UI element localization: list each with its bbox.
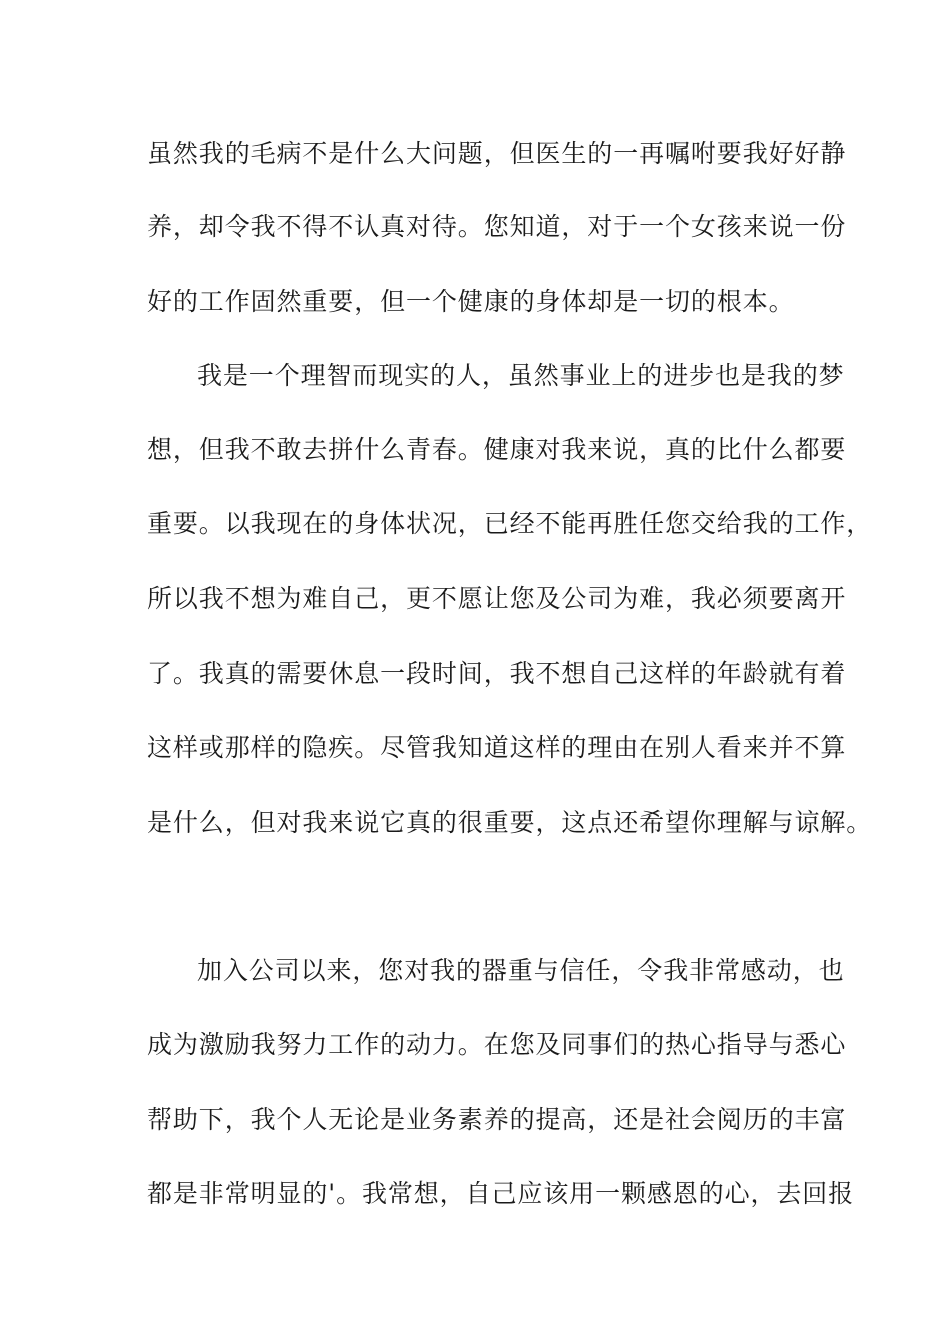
paragraph-3-line-4: 都是非常明显的'。我常想，自己应该用一颗感恩的心，去回报 — [147, 1179, 855, 1208]
paragraph-2-line-1: 我是一个理智而现实的人，虽然事业上的进步也是我的梦 — [197, 361, 845, 390]
paragraph-2-line-7: 是什么，但对我来说它真的很重要，这点还希望你理解与谅解。 — [147, 808, 873, 837]
paragraph-2-line-4: 所以我不想为难自己，更不愿让您及公司为难，我必须要离开 — [147, 584, 847, 613]
paragraph-2-line-2: 想，但我不敢去拼什么青春。健康对我来说，真的比什么都要 — [147, 435, 847, 464]
paragraph-3-line-2: 成为激励我努力工作的动力。在您及同事们的热心指导与悉心 — [147, 1030, 847, 1059]
paragraph-2-line-5: 了。我真的需要休息一段时间，我不想自己这样的年龄就有着 — [147, 659, 847, 688]
paragraph-2-line-3: 重要。以我现在的身体状况，已经不能再胜任您交给我的工作， — [147, 509, 873, 538]
paragraph-1-line-1: 虽然我的毛病不是什么大问题，但医生的一再嘱咐要我好好静 — [147, 139, 847, 168]
paragraph-2-line-6: 这样或那样的隐疾。尽管我知道这样的理由在别人看来并不算 — [147, 733, 847, 762]
paragraph-3-line-1: 加入公司以来，您对我的器重与信任，令我非常感动，也 — [197, 956, 845, 985]
paragraph-1-line-3: 好的工作固然重要，但一个健康的身体却是一切的根本。 — [147, 287, 795, 316]
paragraph-1-line-2: 养，却令我不得不认真对待。您知道，对于一个女孩来说一份 — [147, 212, 847, 241]
paragraph-3-line-3: 帮助下，我个人无论是业务素养的提高，还是社会阅历的丰富 — [147, 1105, 847, 1134]
